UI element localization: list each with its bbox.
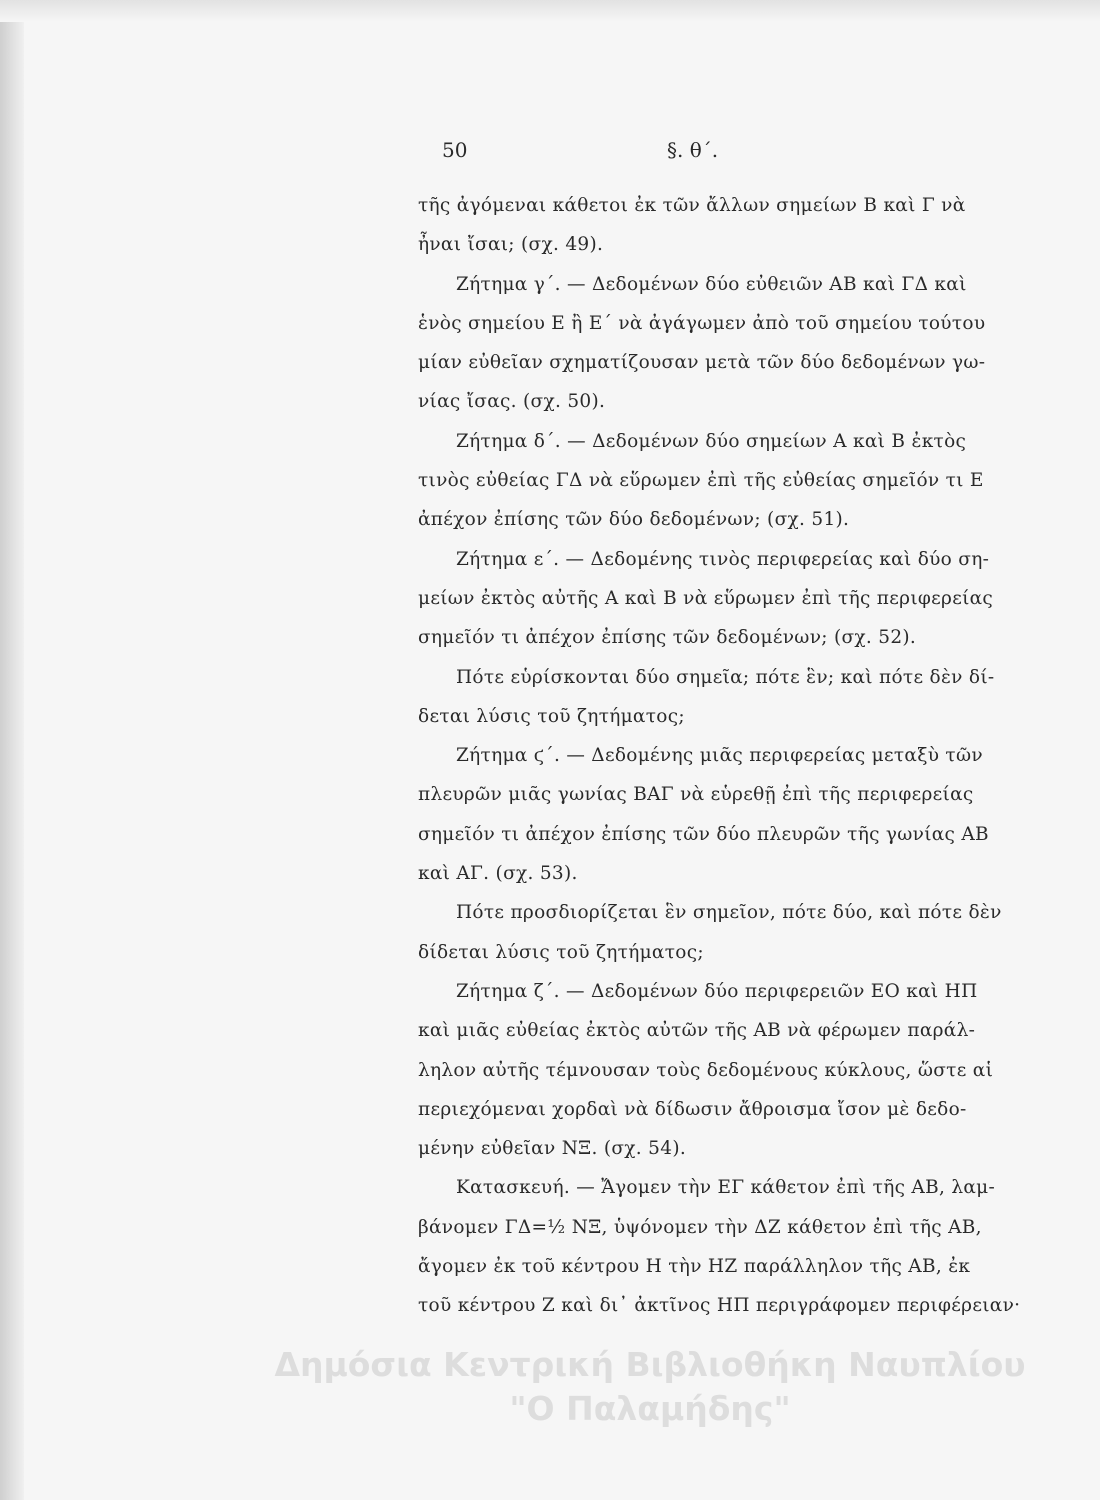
text-line: νίας ἴσας. (σχ. 50). [418,391,606,413]
text-line: ἑνὸς σημείου Ε ἢ Ε΄ νὰ ἀγάγωμεν ἀπὸ τοῦ σημείου τούτου [418,312,986,334]
text-line: περιεχόμεναι χορδαὶ νὰ δίδωσιν ἄθροισμα ἴσον μὲ δεδο- [418,1098,967,1120]
text-line: Ζήτημα ϛ΄. — Δεδομένης μιᾶς περιφερείας μεταξὺ τῶν [456,745,983,767]
page-edge-shadow [0,0,24,1500]
text-line: μείων ἐκτὸς αὐτῆς Α καὶ Β νὰ εὕρωμεν ἐπὶ τῆς περιφερείας [418,587,994,609]
body-text [418,186,1036,1326]
text-line: μίαν εὐθεῖαν σχηματίζουσαν μετὰ τῶν δύο δεδομένων γω- [418,352,986,374]
library-watermark [250,1343,1050,1431]
text-line: Ζήτημα γ΄. — Δεδομένων δύο εὐθειῶν ΑΒ καὶ ΓΔ καὶ [456,273,967,295]
text-line: Ζήτημα δ΄. — Δεδομένων δύο σημείων Α καὶ Β ἐκτὸς [456,430,967,452]
text-line: πλευρῶν μιᾶς γωνίας ΒΑΓ νὰ εὑρεθῇ ἐπὶ τῆς περιφερείας [418,784,974,806]
text-line: Πότε εὑρίσκονται δύο σημεῖα; πότε ἓν; καὶ πότε δὲν δί- [456,666,995,688]
text-line: ἦναι ἴσαι; (σχ. 49). [418,234,604,256]
text-line: Ζήτημα ε΄. — Δεδομένης τινὸς περιφερείας καὶ δύο ση- [456,548,990,570]
text-line: δεται λύσις τοῦ ζητήματος; [418,705,685,727]
text-line: Πότε προσδιορίζεται ἓν σημεῖον, πότε δύο, καὶ πότε δὲν [456,902,1002,924]
section-heading: §. θ΄. [667,138,719,162]
text-line: καὶ μιᾶς εὐθείας ἐκτὸς αὐτῶν τῆς ΑΒ νὰ φέρωμεν παράλ- [418,1020,976,1042]
text-line: Ζήτημα ζ΄. — Δεδομένων δύο περιφερειῶν ΕΟ καὶ ΗΠ [456,980,978,1002]
page-top-edge [0,0,1100,22]
text-line: τῆς ἀγόμεναι κάθετοι ἐκ τῶν ἄλλων σημείων Β καὶ Γ νὰ [418,195,966,216]
text-line: βάνομεν ΓΔ=½ ΝΞ, ὑψόνομεν τὴν ΔΖ κάθετον ἐπὶ τῆς ΑΒ, [418,1216,982,1238]
watermark-line-1: Δημόσια Κεντρική Βιβλιοθήκη Ναυπλίου [274,1345,1026,1384]
watermark-line-2: "Ο Παλαμήδης" [509,1389,791,1428]
text-line: σημεῖόν τι ἀπέχον ἐπίσης τῶν δεδομένων; (σχ. 52). [418,627,917,649]
text-line: Κατασκευή. — Ἄγομεν τὴν ΕΓ κάθετον ἐπὶ τῆς ΑΒ, λαμ- [456,1177,996,1199]
text-line: σημεῖόν τι ἀπέχον ἐπίσης τῶν δύο πλευρῶν τῆς γωνίας ΑΒ [418,823,989,845]
text-line: ἀπέχον ἐπίσης τῶν δύο δεδομένων; (σχ. 51). [418,509,850,531]
text-line: δίδεται λύσις τοῦ ζητήματος; [418,941,704,963]
page-number: 50 [442,138,468,162]
text-line: τινὸς εὐθείας ΓΔ νὰ εὕρωμεν ἐπὶ τῆς εὐθείας σημεῖόν τι Ε [418,470,984,492]
text-line: ληλον αὐτῆς τέμνουσαν τοὺς δεδομένους κύκλους, ὥστε αἱ [418,1059,994,1081]
page-header [442,138,1042,168]
text-line: ἄγομεν ἐκ τοῦ κέντρου Η τὴν ΗΖ παράλληλον τῆς ΑΒ, ἐκ [418,1256,971,1278]
text-line: μένην εὐθεῖαν ΝΞ. (σχ. 54). [418,1138,687,1160]
text-line: καὶ ΑΓ. (σχ. 53). [418,863,578,885]
text-line: τοῦ κέντρου Ζ καὶ δι᾽ ἀκτῖνος ΗΠ περιγράφομεν περιφέρειαν· [418,1295,1021,1317]
